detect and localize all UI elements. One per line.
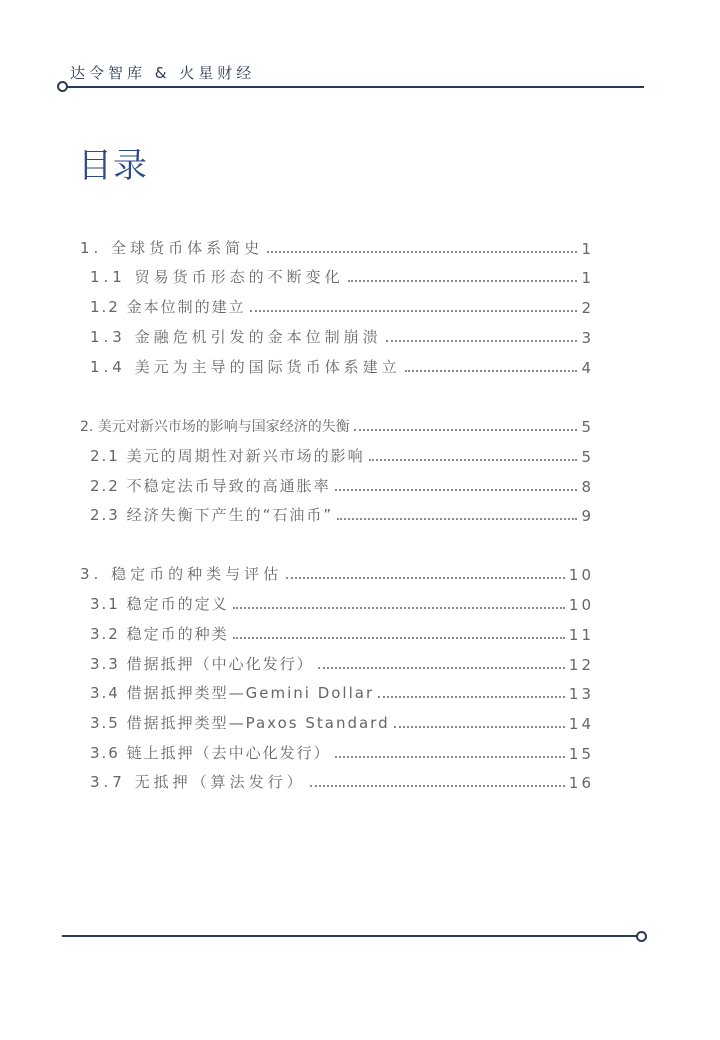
toc-entry[interactable] [90,325,594,347]
toc-entry[interactable] [90,622,594,644]
toc-entry-page: 3 [581,329,594,347]
toc-entry[interactable] [80,414,594,436]
toc-entry-label: 2.2 不稳定法币导致的高通胀率 [90,477,331,495]
toc-title: 目录 [78,146,148,186]
toc-entry-label: 1.1 贸易货币形态的不断变化 [90,268,344,286]
toc-entry-page: 14 [568,715,594,733]
toc-entry-label: 1.2 金本位制的建立 [90,298,246,316]
footer-divider-ring [636,931,647,942]
toc-leader-dots [335,489,578,491]
toc-entry[interactable] [90,741,594,763]
toc-entry[interactable] [90,295,594,317]
toc-entry-label: 3.2 稳定币的种类 [90,625,229,643]
toc-entry-page: 1 [581,269,594,287]
toc-entry-page: 10 [568,566,594,584]
toc-entry[interactable] [90,770,594,792]
toc-entry[interactable] [90,265,594,287]
toc-entry-label: 2.3 经济失衡下产生的“石油币” [90,506,334,524]
toc-leader-dots [369,459,578,461]
toc-entry[interactable] [90,503,594,525]
toc-entry[interactable] [80,562,594,584]
toc-entry-page: 5 [581,418,594,436]
toc-entry[interactable] [90,355,594,377]
toc-leader-dots [310,785,565,787]
toc-entry-label: 1. 全球货币体系简史 [80,239,264,257]
header-title: 达令智库 & 火星财经 [70,64,256,82]
toc-entry[interactable] [90,652,594,674]
toc-entry-label: 1.4 美元为主导的国际货币体系建立 [90,358,401,376]
toc-entry-page: 15 [568,745,594,763]
toc-entry[interactable] [80,236,594,258]
toc-entry-page: 5 [581,448,594,466]
toc-entry-page: 9 [581,507,594,525]
toc-entry-page: 12 [568,656,594,674]
toc-entry[interactable] [90,592,594,614]
toc-entry-page: 1 [581,240,594,258]
toc-entry-label: 2.1 美元的周期性对新兴市场的影响 [90,447,365,465]
toc-entry-label: 3.6 链上抵押（去中心化发行） [90,744,331,762]
toc-entry-page: 11 [568,626,594,644]
toc-leader-dots [267,251,577,253]
toc-leader-dots [405,370,578,372]
toc-leader-dots [233,607,565,609]
toc-entry-label: 3.5 借据抵押类型—Paxos Standard [90,714,390,732]
toc-leader-dots [348,280,578,282]
toc-leader-dots [378,696,565,698]
toc-entry[interactable] [90,474,594,496]
toc-entry[interactable] [90,711,594,733]
toc-entry-label: 2. 美元对新兴市场的影响与国家经济的失衡 [80,419,350,435]
header-divider-ring [57,81,68,92]
toc-leader-dots [286,577,565,579]
toc-entry-label: 3. 稳定币的种类与评估 [80,565,283,583]
toc-leader-dots [394,726,565,728]
toc-entry[interactable] [90,681,594,703]
toc-leader-dots [233,637,565,639]
footer-divider [62,935,638,937]
toc-entry-label: 3.4 借据抵押类型—Gemini Dollar [90,684,375,702]
toc-entry-page: 13 [568,685,594,703]
toc-leader-dots [386,340,578,342]
toc-leader-dots [354,429,578,431]
toc-entry-page: 16 [568,774,594,792]
toc-leader-dots [335,756,565,758]
header-divider [64,86,644,88]
toc-leader-dots [337,518,577,520]
toc-entry-page: 8 [581,478,594,496]
toc-entry-page: 10 [568,596,594,614]
toc-entry-label: 3.3 借据抵押（中心化发行） [90,655,314,673]
toc-entry[interactable] [90,444,594,466]
toc-entry-label: 3.7 无抵押（算法发行） [90,773,306,791]
toc-leader-dots [250,310,578,312]
toc-entry-label: 3.1 稳定币的定义 [90,595,229,613]
toc-leader-dots [318,667,565,669]
toc-entry-label: 1.3 金融危机引发的金本位制崩溃 [90,328,382,346]
toc-entry-page: 4 [581,359,594,377]
toc-entry-page: 2 [581,299,594,317]
